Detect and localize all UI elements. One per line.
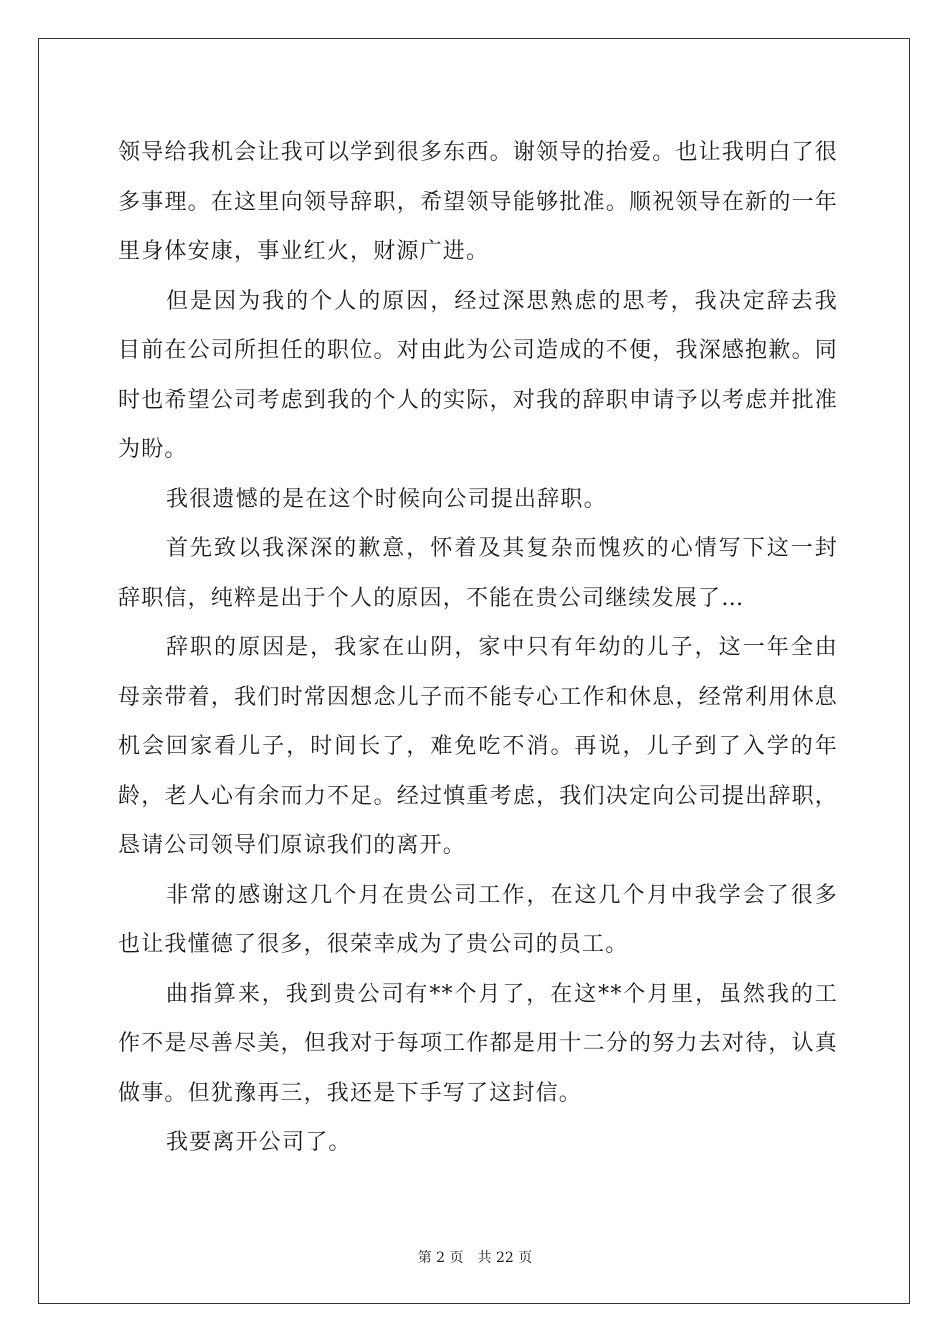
page-footer	[0, 1247, 950, 1267]
page-total: 共 22 页	[477, 1250, 533, 1266]
paragraph: 非常的感谢这几个月在贵公司工作，在这几个月中我学会了很多也让我懂德了很多，很荣幸成为了贵公司的员工。	[118, 882, 838, 957]
paragraph: 辞职的原因是，我家在山阴，家中只有年幼的儿子，这一年全由母亲带着，我们时常因想念儿子而不能专心工作和休息，经常利用休息机会回家看儿子，时间长了，难免吃不消。再说，儿子到了入学的年龄，老人心有余而力不足。经过慎重考虑，我们决定向公司提出辞职，恳请公司领导们原谅我们的离开。	[118, 635, 838, 858]
paragraph: 我很遗憾的是在这个时候向公司提出辞职。	[166, 486, 607, 512]
page-number: 第 2 页	[417, 1250, 464, 1266]
paragraph: 首先致以我深深的歉意，怀着及其复杂而愧疚的心情写下这一封辞职信，纯粹是出于个人的原因，不能在贵公司继续发展了…	[118, 536, 838, 611]
paragraph: 领导给我机会让我可以学到很多东西。谢领导的抬爱。也让我明白了很多事理。在这里向领导辞职，希望领导能够批准。顺祝领导在新的一年里身体安康，事业红火，财源广进。	[118, 140, 838, 264]
paragraph: 但是因为我的个人的原因，经过深思熟虑的思考，我决定辞去我目前在公司所担任的职位。对由此为公司造成的不便，我深感抱歉。同时也希望公司考虑到我的个人的实际，对我的辞职申请予以考虑并批准为盼。	[118, 288, 838, 462]
paragraph: 曲指算来，我到贵公司有**个月了，在这**个月里，虽然我的工作不是尽善尽美，但我对于每项工作都是用十二分的努力去对待，认真做事。但犹豫再三，我还是下手写了这封信。	[118, 981, 838, 1106]
document-body	[118, 128, 838, 1168]
paragraph: 我要离开公司了。	[166, 1130, 352, 1155]
